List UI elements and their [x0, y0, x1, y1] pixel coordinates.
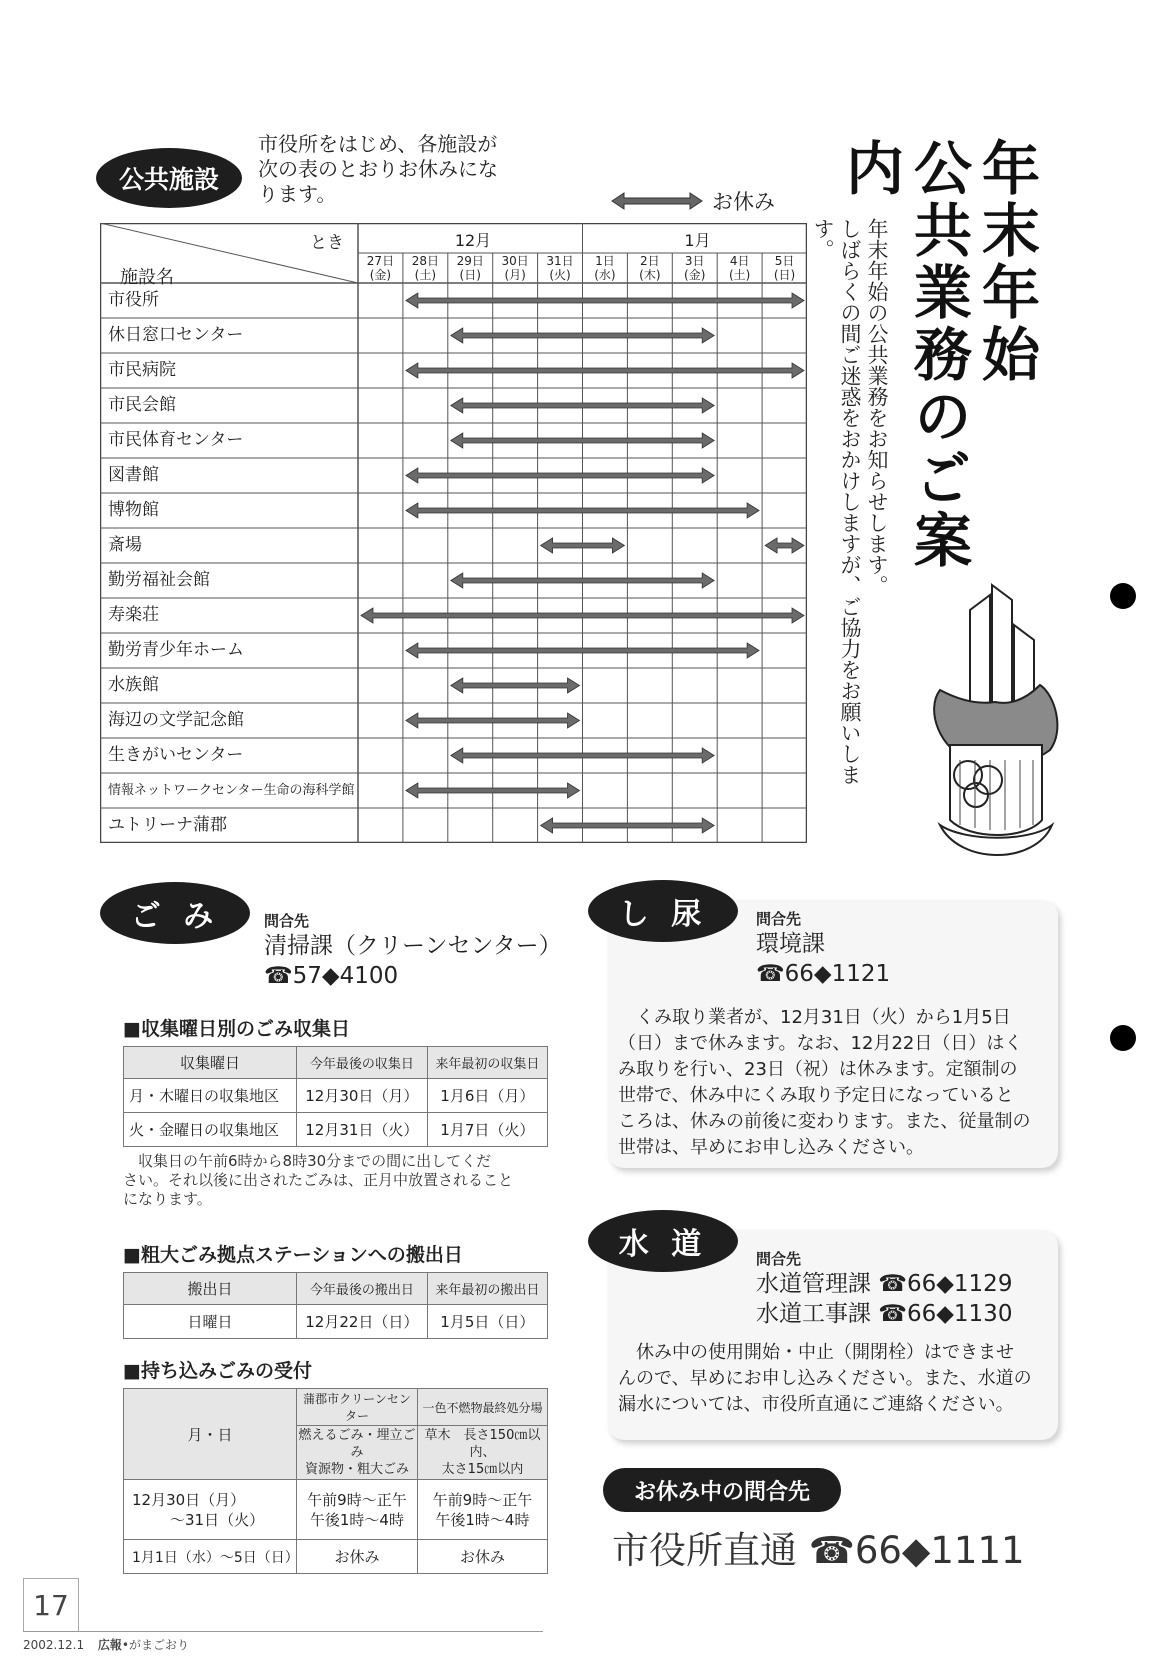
note-line: 収集日の午前6時から8時30分までの間に出してくだ	[138, 1152, 492, 1170]
closure-arrow	[406, 363, 804, 378]
t3-col1: 蒲郡市クリーンセンター	[297, 1389, 418, 1426]
shinyo-line: 世帯で、休み中にくみ取り予定日になっていると	[618, 1085, 1014, 1106]
facility-name: 市民体育センター	[108, 430, 244, 450]
day-header	[403, 254, 448, 284]
gomi-badge: ご み	[100, 882, 250, 944]
water-contact	[756, 1248, 1012, 1329]
day-header	[717, 254, 762, 284]
facility-name: 勤労福祉会館	[108, 570, 210, 590]
day-weekday: (水)	[594, 268, 616, 282]
t3-r1-c2-line: 午前9時～正午	[432, 1490, 533, 1509]
shinyo-line: 世帯は、早めにお申し込みください。	[618, 1137, 924, 1158]
t2-header: 来年最初の搬出日	[427, 1273, 547, 1305]
public-text-line: ります。	[258, 182, 337, 206]
day-weekday: (月)	[504, 268, 526, 282]
gomi-bulky-table	[123, 1272, 548, 1339]
facility-name: 市民会館	[108, 395, 176, 415]
footer-date: 2002.12.1	[23, 1638, 85, 1652]
water-line: 漏水については、市役所直通にご連絡ください。	[618, 1394, 1014, 1415]
header-month-dec: 12月	[454, 231, 492, 250]
note-line: さい。それ以後に出されたごみは、正月中放置されること	[123, 1171, 514, 1189]
day-header	[627, 254, 672, 284]
t1-cell: 12月30日（月）	[297, 1079, 428, 1113]
water-line2: 水道工事課 ☎66◆1130	[756, 1301, 1013, 1327]
t2-cell: 12月22日（日）	[297, 1305, 428, 1339]
t3-r1-c1-line: 午後1時～4時	[309, 1510, 404, 1529]
day-header	[448, 254, 493, 284]
shinyo-dept: 環境課	[756, 931, 825, 957]
t3-col2: 一色不燃物最終処分場	[417, 1389, 547, 1426]
day-header	[493, 254, 538, 284]
shinyo-badge: し 尿	[588, 880, 738, 942]
gomi-heading-bulky: ■粗大ごみ拠点ステーションへの搬出日	[123, 1244, 463, 1266]
closure-arrow	[451, 678, 580, 693]
water-line1: 水道管理課 ☎66◆1129	[756, 1271, 1013, 1297]
closure-arrow	[765, 538, 804, 553]
day-header	[583, 254, 628, 284]
holiday-contact-badge: お休み中の問合先	[603, 1468, 841, 1512]
water-contact-label: 問合先	[756, 1250, 802, 1268]
t3-r1-c1-line: 午前9時～正午	[307, 1490, 407, 1509]
facility-name: 斎場	[108, 535, 142, 555]
day-date: 28日	[411, 254, 439, 268]
kadomatsu-illustration	[930, 580, 1060, 870]
facility-name: 生きがいセンター	[108, 745, 244, 765]
day-weekday: (土)	[728, 268, 751, 282]
shinyo-line: ころは、休みの前後に変わります。また、従量制の	[618, 1111, 1031, 1132]
t3-col2-sub-line: 太さ15㎝以内	[441, 1462, 524, 1477]
t3-col1-sub	[297, 1426, 418, 1480]
t1-cell: 月・木曜日の収集地区	[124, 1079, 297, 1113]
day-header	[762, 254, 807, 284]
t3-r2-c1: お休み	[297, 1540, 418, 1574]
t3-r2-date: 1月1日（水）～5日（日）	[124, 1540, 297, 1574]
facility-name: 休日窓口センター	[108, 325, 244, 345]
t3-col2-sub	[417, 1426, 547, 1480]
t3-r1-date-line: ～31日（火）	[170, 1510, 265, 1529]
margin-dot-1	[1110, 583, 1136, 609]
header-month-jan: 1月	[684, 231, 711, 250]
day-date: 27日	[366, 254, 395, 268]
t3-r1-c2-line: 午後1時～4時	[435, 1510, 530, 1529]
facility-name: 寿楽荘	[108, 605, 159, 625]
intro-line2: しばらくの間ご迷惑をおかけしますが、ご協力をお願いします。	[811, 218, 862, 785]
title-line1: 年末年始	[972, 138, 1040, 386]
water-badge: 水 道	[588, 1210, 738, 1272]
shinyo-line: くみ取り業者が、12月31日（火）から1月5日	[636, 1007, 1011, 1028]
day-header	[672, 254, 717, 284]
shinyo-contact	[756, 908, 890, 989]
header-time: とき	[310, 233, 344, 253]
gomi-contact	[264, 910, 562, 991]
gomi-contact-label: 問合先	[264, 912, 310, 930]
t2-header: 搬出日	[124, 1273, 297, 1305]
day-date: 5日	[774, 254, 795, 268]
day-weekday: (土)	[414, 268, 437, 282]
t3-col2-sub-line: 草木 長さ150㎝以内、	[424, 1428, 541, 1460]
t1-cell: 1月6日（月）	[427, 1079, 547, 1113]
public-facilities-badge: 公共施設	[96, 148, 242, 208]
t2-cell: 日曜日	[124, 1305, 297, 1339]
t1-header: 来年最初の収集日	[427, 1047, 547, 1079]
public-text-line: 市役所をはじめ、各施設が	[258, 132, 498, 156]
legend	[610, 186, 775, 216]
facility-name: 市役所	[108, 290, 159, 310]
day-header	[538, 254, 583, 284]
t3-col1-sub-line: 資源物・粗大ごみ	[304, 1462, 409, 1477]
gomi-heading-collection: ■収集曜日別のごみ収集日	[123, 1018, 350, 1040]
facility-name: 水族館	[108, 675, 159, 695]
gomi-note	[123, 1152, 553, 1209]
day-weekday: (日)	[773, 268, 796, 282]
page-number: 17	[23, 1578, 79, 1631]
holiday-contact-text: 市役所直通 ☎66◆1111	[612, 1529, 1025, 1572]
day-weekday: (木)	[639, 268, 661, 282]
t3-r1-c1	[297, 1480, 418, 1540]
gomi-dept: 清掃課（クリーンセンター）	[264, 933, 562, 959]
water-body	[618, 1340, 1053, 1418]
shinyo-body	[618, 1005, 1053, 1161]
t3-r1-c2	[417, 1480, 547, 1540]
day-date: 29日	[456, 254, 484, 268]
facility-name: 勤労青少年ホーム	[108, 640, 244, 660]
day-date: 1日	[595, 254, 615, 268]
water-line: 休み中の使用開始・中止（開閉栓）はできませ	[636, 1342, 1014, 1363]
note-line: になります。	[123, 1190, 212, 1208]
shinyo-contact-label: 問合先	[756, 910, 802, 928]
public-text-line: 次の表のとおりお休みにな	[258, 157, 498, 181]
water-line: んので、早めにお申し込みください。また、水道の	[618, 1368, 1032, 1389]
t1-cell: 12月31日（火）	[297, 1113, 428, 1147]
footer-publication: 広報	[97, 1638, 122, 1652]
facility-name: 博物館	[108, 500, 159, 520]
t1-cell: 火・金曜日の収集地区	[124, 1113, 297, 1147]
t1-header: 今年最後の収集日	[297, 1047, 428, 1079]
shinyo-tel: ☎66◆1121	[756, 961, 891, 987]
legend-arrow-icon	[610, 191, 704, 211]
closure-arrow	[406, 468, 714, 483]
t1-header: 収集曜日	[124, 1047, 297, 1079]
title-line2: 公共業務のご案内	[836, 138, 972, 572]
gomi-tel: ☎57◆4100	[264, 963, 399, 989]
facility-name: 情報ネットワークセンター生命の海科学館	[108, 783, 355, 798]
facility-name: 海辺の文学記念館	[108, 710, 244, 730]
shinyo-line: み取りを行い、23日（祝）は休みます。定額制の	[618, 1059, 1018, 1080]
t2-header: 今年最後の搬出日	[297, 1273, 428, 1305]
header-facility: 施設名	[120, 267, 174, 288]
intro-line1: 年末年始の公共業務をお知らせします。	[865, 218, 889, 596]
t3-date-label: 月・日	[124, 1389, 297, 1480]
day-date: 31日	[546, 254, 574, 268]
t1-cell: 1月7日（火）	[427, 1113, 547, 1147]
shinyo-line: （日）まで休みます。なお、12月22日（日）はく	[618, 1033, 1023, 1054]
day-weekday: (金)	[684, 268, 706, 282]
footer-info	[23, 1636, 189, 1653]
public-facilities-text	[258, 132, 498, 207]
day-weekday: (日)	[459, 268, 481, 282]
footer-dot-icon: •	[121, 1638, 129, 1652]
facility-name: 市民病院	[108, 360, 176, 380]
t3-r1-date-line: 12月30日（月）	[132, 1490, 246, 1509]
t3-col1-sub-line: 燃えるごみ・埋立ごみ	[298, 1428, 416, 1460]
day-date: 2日	[640, 254, 660, 268]
t2-cell: 1月5日（日）	[427, 1305, 547, 1339]
day-date: 3日	[684, 254, 705, 268]
t3-r1-date	[124, 1480, 297, 1540]
footer-publication-name: がまごおり	[129, 1638, 190, 1652]
closure-arrow	[406, 293, 804, 308]
facility-schedule-table	[100, 223, 807, 843]
legend-label: お休み	[712, 190, 775, 214]
day-header	[358, 254, 403, 284]
gomi-collection-table	[123, 1046, 548, 1147]
facility-name: 図書館	[108, 465, 159, 485]
day-weekday: (火)	[549, 268, 571, 282]
t3-r2-c2: お休み	[417, 1540, 547, 1574]
margin-dot-2	[1110, 1025, 1136, 1051]
day-date: 30日	[501, 254, 529, 268]
gomi-heading-dropoff: ■持ち込みごみの受付	[123, 1360, 312, 1382]
day-weekday: (金)	[369, 268, 392, 282]
gomi-dropoff-table	[123, 1388, 548, 1574]
intro-text	[811, 218, 890, 818]
day-date: 4日	[729, 254, 750, 268]
footer-line	[23, 1631, 543, 1632]
facility-name: ユトリーナ蒲郡	[108, 815, 227, 835]
